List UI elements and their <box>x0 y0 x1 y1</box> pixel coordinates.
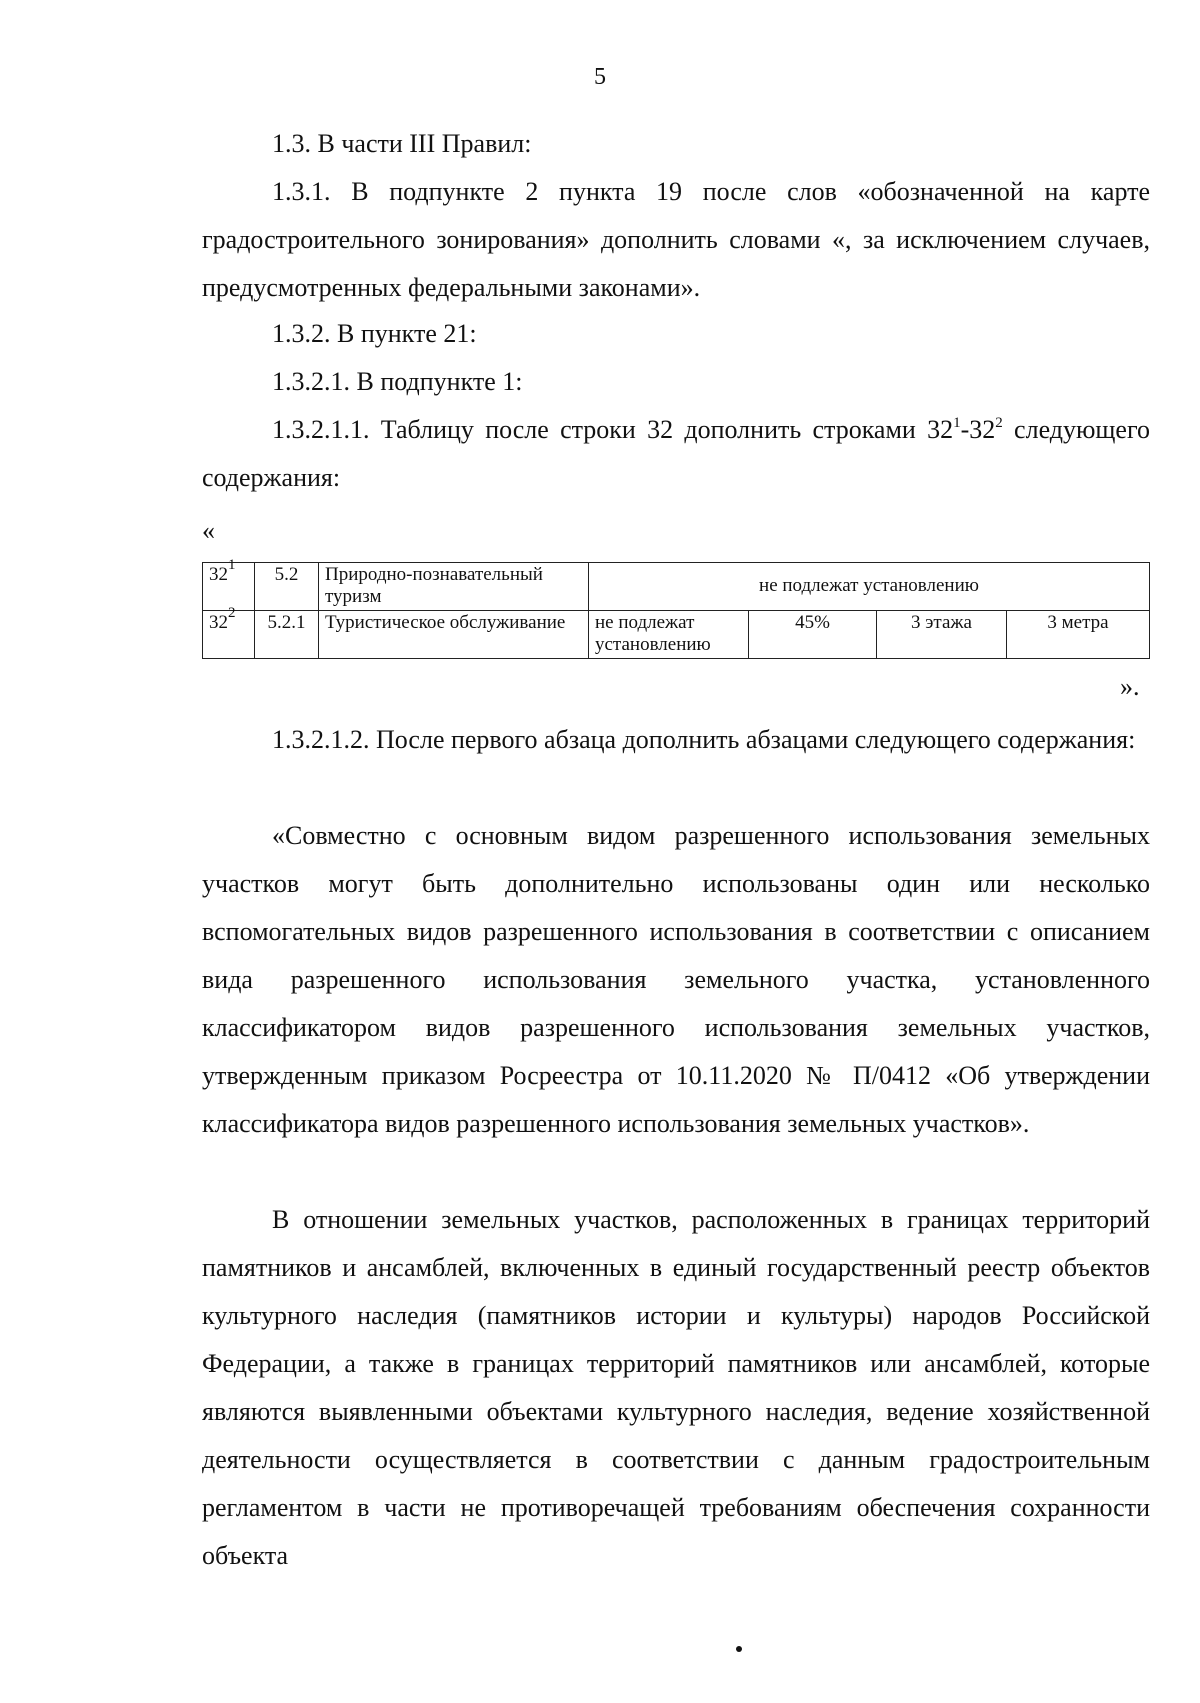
paragraph-text: следующего содержания: <box>202 415 1150 492</box>
scan-dot <box>736 1646 742 1652</box>
paragraph-1-3-2-1: 1.3.2.1. В подпункте 1: <box>272 367 523 396</box>
paragraph-1-3-2: 1.3.2. В пункте 21: <box>272 319 477 348</box>
table-cell-number: $32^2$ <box>203 611 255 659</box>
quoted-paragraph: «Совместно с основным видом разрешенного использования земельных участков могут быть дополнительно использованы один или несколько вспомогательных видов разрешенного использования в соответствии с описанием вида разрешенного использования земельного участка, установленного классификатором видов разрешенного использования земельных участков, утвержденным приказом Росреестра от 10.11.2020 № П/0412 «Об утверждении классификатора видов разрешенного использования земельных участков». <box>202 821 1150 1138</box>
table-cell-name: Природно-познавательный туризм <box>319 563 589 611</box>
superscript: 1 <box>953 415 961 431</box>
table-cell-code: 5.2 <box>255 563 319 611</box>
table-open-quote: « <box>202 516 215 545</box>
table-cell-number: $32^1$ <box>203 563 255 611</box>
paragraph-1-3-1: 1.3.1. В подпункте 2 пункта 19 после слов «обозначенной на карте градостроительного зонирования» дополнить словами «, за исключением случаев, предусмотренных федеральными законами». <box>202 177 1150 302</box>
paragraph-1-3: 1.3. В части III Правил: <box>272 129 532 158</box>
paragraph-text: -32 <box>960 415 996 444</box>
paragraph-1-3-2-1-1 <box>202 406 1150 502</box>
table-cell-indent: 3 метра <box>1007 611 1150 659</box>
page-number: 5 <box>594 64 606 90</box>
paragraph-text: 1.3.2.1.1. Таблицу после строки 32 дополнить строками 32 <box>272 415 954 444</box>
table-cell-merged: не подлежат установлению <box>589 563 1150 611</box>
table-close-quote: ». <box>1120 672 1140 701</box>
table-cell-percent: 45% <box>749 611 877 659</box>
table-cell-floors: 3 этажа <box>877 611 1007 659</box>
superscript: 2 <box>995 415 1003 431</box>
table-row <box>203 563 1150 611</box>
table-cell-name: Туристическое обслуживание <box>319 611 589 659</box>
amendment-table <box>202 557 1150 659</box>
table-cell-code: 5.2.1 <box>255 611 319 659</box>
table-cell-min-area: не подлежат установлению <box>589 611 749 659</box>
paragraph-1-3-2-1-2: 1.3.2.1.2. После первого абзаца дополнить абзацами следующего содержания: <box>272 725 1136 754</box>
heritage-paragraph: В отношении земельных участков, расположенных в границах территорий памятников и ансамблей, включенных в единый государственный реестр объектов культурного наследия (памятников истории и культуры) народов Российской Федерации, а также в границах территорий памятников или ансамблей, которые являются выявленными объектами культурного наследия, ведение хозяйственной деятельности осуществляется в соответствии с данным градостроительным регламентом в части не противоречащей требованиям обеспечения сохранности объекта <box>202 1205 1150 1570</box>
table-row <box>203 611 1150 659</box>
